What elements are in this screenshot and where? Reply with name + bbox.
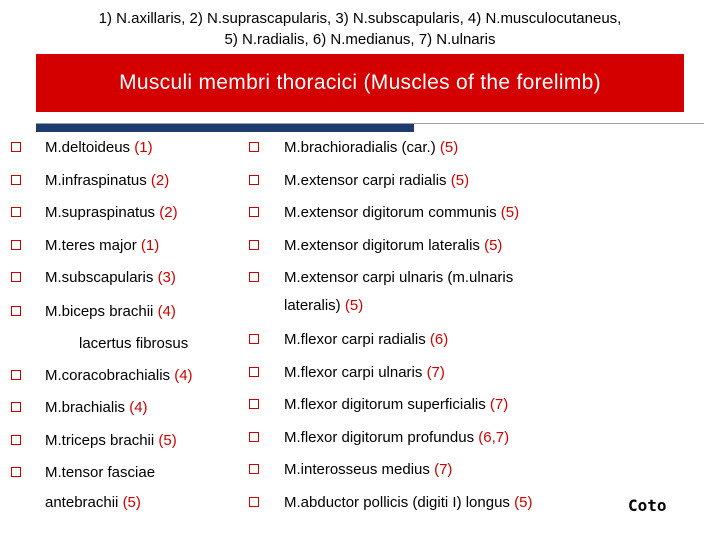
title-underline-rule — [36, 123, 704, 124]
muscle-name: M.infraspinatus — [45, 172, 147, 189]
nerve-number: (5) — [158, 432, 177, 449]
muscle-name: M.extensor carpi ulnaris (m.ulnaris — [284, 269, 514, 286]
bullet-icon — [249, 497, 259, 507]
bullet-icon — [249, 142, 259, 152]
nerve-number: (6) — [429, 331, 449, 348]
bullet-icon — [249, 207, 259, 217]
list-item-continuation — [45, 494, 141, 512]
nerve-number: (2) — [150, 172, 170, 189]
bullet-icon — [249, 464, 259, 474]
list-item — [45, 269, 176, 287]
muscle-name: M.flexor carpi radialis — [284, 331, 426, 348]
nerve-number: (5) — [500, 204, 520, 221]
nerve-number: (5) — [122, 494, 141, 511]
list-item — [45, 432, 177, 450]
bullet-icon — [249, 272, 259, 282]
muscle-name: lacertus fibrosus — [79, 335, 189, 352]
muscle-name: M.brachialis — [45, 399, 126, 416]
list-item-continuation — [79, 335, 188, 353]
list-item — [45, 172, 169, 190]
muscle-name: M.flexor digitorum superficialis — [284, 396, 486, 413]
page-title: Musculi membri thoracici (Muscles of the forelimb) — [119, 71, 601, 94]
nerve-number: (5) — [439, 139, 459, 156]
list-item — [284, 461, 452, 479]
list-item — [45, 303, 176, 321]
nerve-key — [0, 8, 720, 50]
muscle-name: M.supraspinatus — [45, 204, 156, 221]
bullet-icon — [11, 435, 21, 445]
list-item — [284, 396, 508, 414]
muscle-name: M.abductor pollicis (digiti I) longus — [284, 494, 510, 511]
nerve-number: (5) — [450, 172, 470, 189]
nerve-number: (1) — [140, 237, 160, 254]
muscle-name: M.extensor carpi radialis — [284, 172, 447, 189]
nerve-number: (5) — [484, 237, 503, 254]
list-item — [284, 237, 502, 255]
bullet-icon — [249, 432, 259, 442]
title-banner — [36, 54, 684, 112]
nerve-number: (6,7) — [478, 429, 510, 446]
list-item — [284, 494, 532, 512]
bullet-icon — [249, 399, 259, 409]
muscle-name: lateralis) — [284, 297, 341, 314]
nerve-number: (5) — [514, 494, 533, 511]
list-item — [284, 172, 469, 190]
bullet-icon — [11, 207, 21, 217]
muscle-name: M.extensor digitorum communis — [284, 204, 497, 221]
bullet-icon — [11, 370, 21, 380]
muscle-name: M.extensor digitorum lateralis — [284, 237, 480, 254]
muscle-name: M.deltoideus — [45, 139, 131, 156]
muscle-name: M.interosseus medius — [284, 461, 430, 478]
nerve-number: (4) — [129, 399, 148, 416]
bullet-icon — [11, 272, 21, 282]
list-item — [45, 237, 159, 255]
muscle-name: M.coracobrachialis — [45, 367, 171, 384]
nerve-number: (7) — [434, 461, 453, 478]
list-item — [45, 139, 153, 157]
muscle-name: M.subscapularis — [45, 269, 154, 286]
bullet-icon — [11, 306, 21, 316]
signature: Coto — [628, 496, 667, 515]
nerve-key-line-2: 5) N.radialis, 6) N.medianus, 7) N.ulnaris — [224, 31, 496, 48]
muscle-name: M.teres major — [45, 237, 137, 254]
list-item — [284, 204, 519, 222]
title-underline-accent — [36, 123, 414, 132]
nerve-number: (5) — [344, 297, 364, 314]
list-item — [284, 429, 509, 447]
bullet-icon — [11, 402, 21, 412]
muscle-name: M.brachioradialis (car.) — [284, 139, 436, 156]
list-item — [284, 139, 458, 157]
list-item — [284, 331, 448, 349]
nerve-number: (1) — [134, 139, 153, 156]
muscle-name: M.triceps brachii — [45, 432, 155, 449]
list-item — [45, 399, 148, 417]
nerve-key-line-1: 1) N.axillaris, 2) N.suprascapularis, 3) N.subscapularis, 4) N.musculocutaneus, — [98, 10, 622, 27]
bullet-icon — [11, 175, 21, 185]
muscle-name: antebrachii — [45, 494, 119, 511]
muscle-name: M.biceps brachii — [45, 303, 154, 320]
nerve-number: (7) — [489, 396, 509, 413]
bullet-icon — [249, 367, 259, 377]
list-item — [45, 464, 155, 482]
nerve-number: (7) — [426, 364, 445, 381]
list-item — [45, 204, 178, 222]
list-item — [284, 269, 513, 287]
bullet-icon — [11, 240, 21, 250]
muscle-name: M.flexor carpi ulnaris — [284, 364, 423, 381]
nerve-number: (4) — [157, 303, 176, 320]
list-item — [284, 364, 445, 382]
list-item — [45, 367, 193, 385]
list-item-continuation — [284, 297, 363, 315]
bullet-icon — [249, 240, 259, 250]
bullet-icon — [11, 467, 21, 477]
bullet-icon — [11, 142, 21, 152]
bullet-icon — [249, 175, 259, 185]
nerve-number: (2) — [159, 204, 178, 221]
nerve-number: (3) — [157, 269, 176, 286]
nerve-number: (4) — [174, 367, 193, 384]
bullet-icon — [249, 334, 259, 344]
muscle-name: M.flexor digitorum profundus — [284, 429, 475, 446]
muscle-name: M.tensor fasciae — [45, 464, 156, 481]
